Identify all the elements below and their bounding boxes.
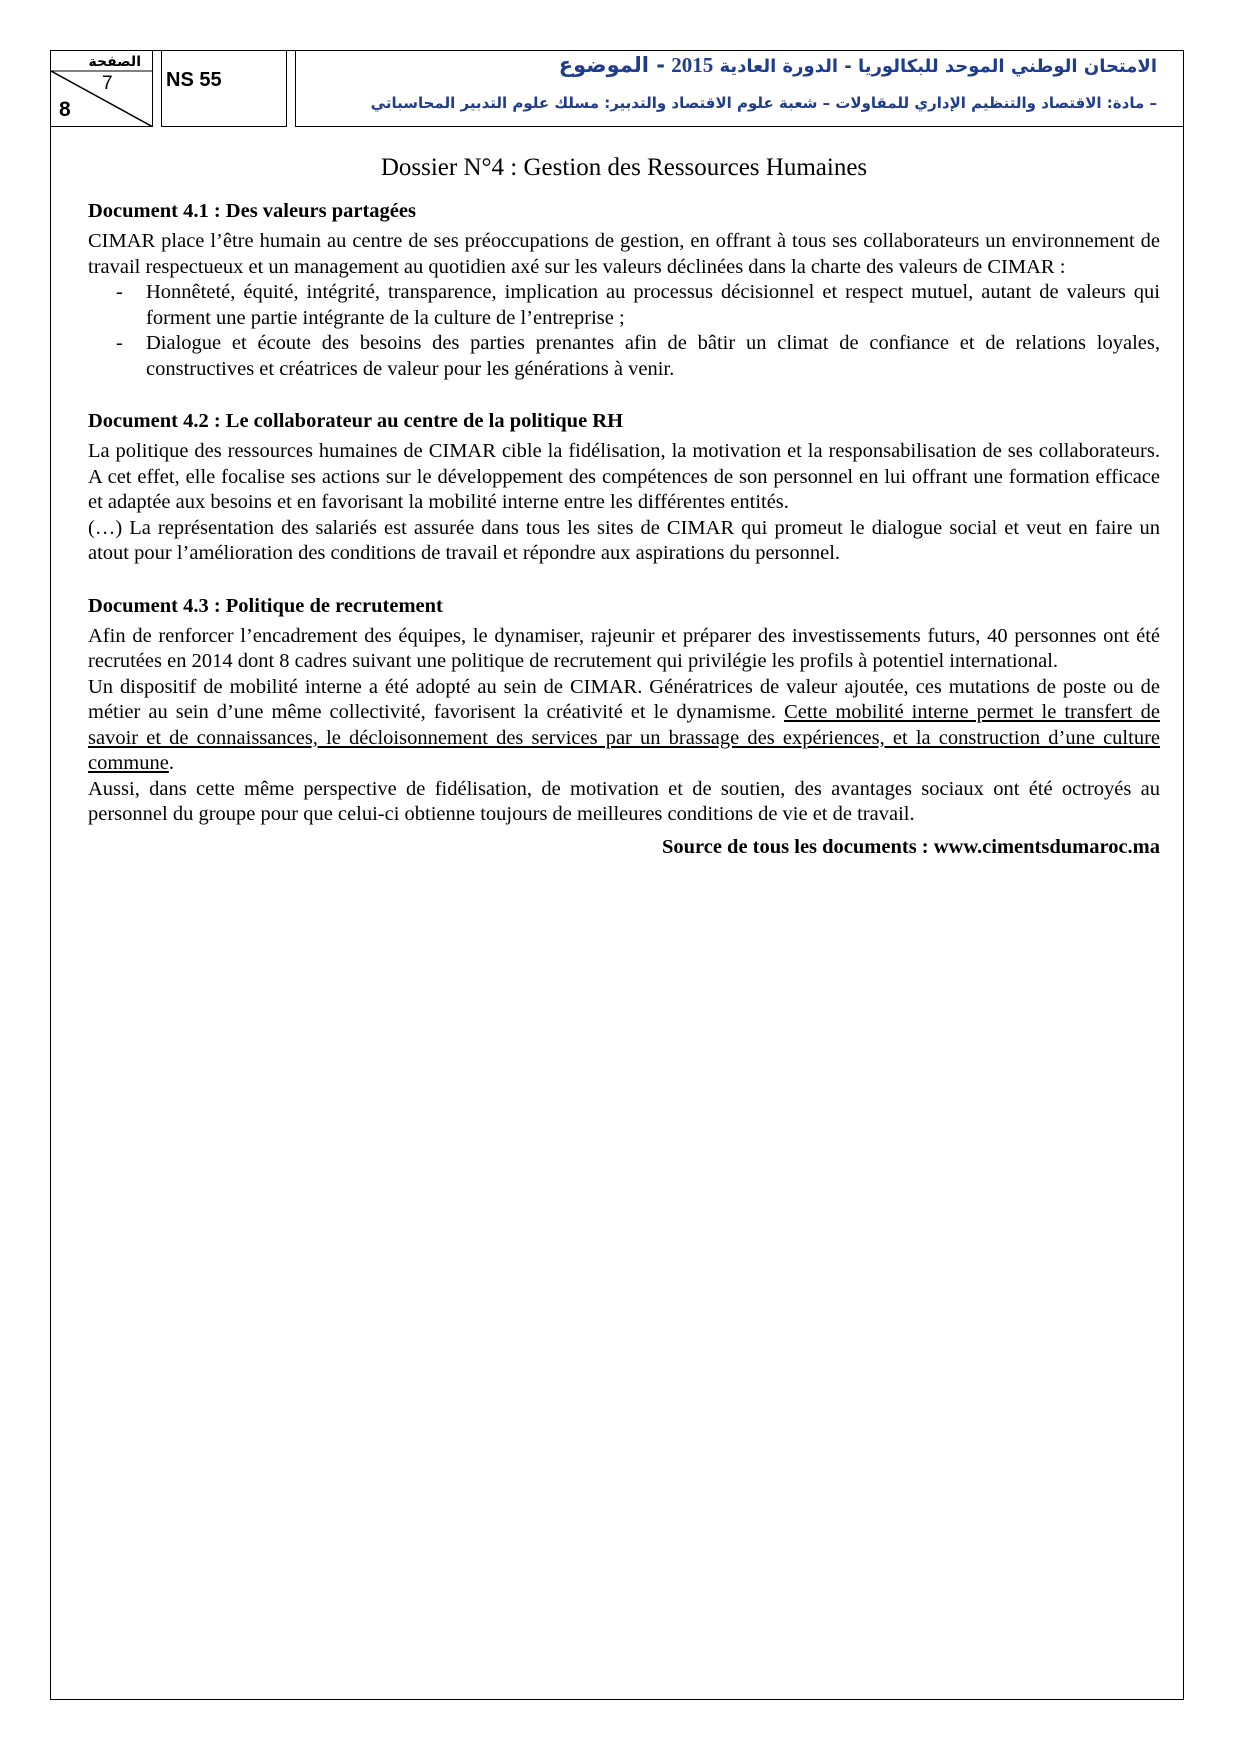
exam-code-box — [161, 51, 287, 127]
bullet-dash: - — [116, 281, 123, 303]
document-4-1-heading: Document 4.1 : Des valeurs partagées — [88, 200, 416, 222]
document-4-3 — [88, 595, 1160, 828]
document-body — [88, 154, 1160, 859]
paragraph-text: Un dispositif de mobilité interne a été adopté au sein de CIMAR. Génératrices de valeur ajoutée, ces mutations de poste ou de métier au sein d’une même collectivité, favorisent la créativité et le dynamisme. — [88, 675, 1160, 723]
exam-header — [51, 51, 1183, 129]
document-4-3-heading: Document 4.3 : Politique de recrutement — [88, 594, 443, 617]
document-4-3-paragraph-3: Aussi, dans cette même perspective de fidélisation, de motivation et de soutien, des avantages sociaux ont été octroyés au personnel du groupe pour que celui-ci obtienne toujours de meilleures conditions de vie et de travail. — [88, 777, 1160, 825]
list-item — [116, 331, 1160, 382]
list-item — [116, 280, 1160, 331]
page-number: 7 — [102, 73, 113, 94]
page-label: الصفحة — [88, 54, 141, 70]
page-indicator — [51, 51, 153, 127]
bullet-dash: - — [116, 332, 123, 354]
exam-title-line2: – مادة: الاقتصاد والتنظيم الإداري للمقاولات – شعبة علوم الاقتصاد والتدبير: مسلك علوم التدبير المحاسباتي — [370, 94, 1157, 112]
document-4-2-heading: Document 4.2 : Le collaborateur au centre de la politique RH — [88, 410, 624, 432]
list-item-text: Honnêteté, équité, intégrité, transparence, implication au processus décisionnel et respect mutuel, autant de valeurs qui forment une partie intégrante de la culture de l’entreprise ; — [146, 281, 1160, 329]
document-4-2-paragraph-1: La politique des ressources humaines de CIMAR cible la fidélisation, la motivation et la responsabilisation de ses collaborateurs. A cet effet, elle focalise ses actions sur le développement des compétences de son personnel en lui offrant une formation efficace et adaptée aux besoins et en favorisant la mobilité interne entre les différentes entités. — [88, 440, 1160, 513]
document-4-3-paragraph-1: Afin de renforcer l’encadrement des équipes, le dynamiser, rajeunir et préparer des investissements futurs, 40 personnes ont été recrutées en 2014 dont 8 cadres suivant une politique de recrutement qui privilégie les profils à potentiel international. — [88, 624, 1160, 672]
spacer — [88, 567, 1160, 595]
spacer — [88, 382, 1160, 410]
source-note: Source de tous les documents : www.cimentsdumaroc.ma — [661, 835, 1160, 858]
exam-year: 2015 — [671, 53, 714, 77]
exam-title-part-b: - الموضوع — [558, 53, 665, 77]
document-4-1 — [88, 200, 1160, 382]
exam-title-part-a: الامتحان الوطني الموحد للبكالوريا - الدورة العادية — [719, 56, 1157, 77]
values-list — [88, 280, 1160, 382]
dossier-title: Dossier N°4 : Gestion des Ressources Humaines — [380, 154, 868, 181]
document-4-2 — [88, 410, 1160, 567]
document-4-2-paragraph-2: (…) La représentation des salariés est assurée dans tous les sites de CIMAR qui promeut le dialogue social et veut en faire un atout pour l’amélioration des conditions de travail et répondre aux aspirations du personnel. — [88, 516, 1160, 564]
document-4-3-paragraph-2 — [88, 675, 1160, 777]
list-item-text: Dialogue et écoute des besoins des parties prenantes afin de bâtir un climat de confiance et de relations loyales, constructives et créatrices de valeur pour les générations à venir. — [146, 332, 1160, 380]
page-total: 8 — [59, 98, 71, 121]
paragraph-end: . — [168, 752, 174, 774]
exam-title-box — [295, 51, 1183, 127]
document-4-1-intro: CIMAR place l’être humain au centre de ses préoccupations de gestion, en offrant à tous ses collaborateurs un environnement de travail respectueux et un management au quotidien axé sur les valeurs déclinées dans la charte des valeurs de CIMAR : — [88, 230, 1160, 278]
underlined-text: Cette mobilité interne permet le transfert de savoir et de connaissances, le décloisonnement des services par un brassage des expériences, et la construction d’une culture commune — [88, 701, 1160, 774]
exam-title-line1 — [559, 53, 1157, 78]
exam-code: NS 55 — [166, 69, 222, 91]
